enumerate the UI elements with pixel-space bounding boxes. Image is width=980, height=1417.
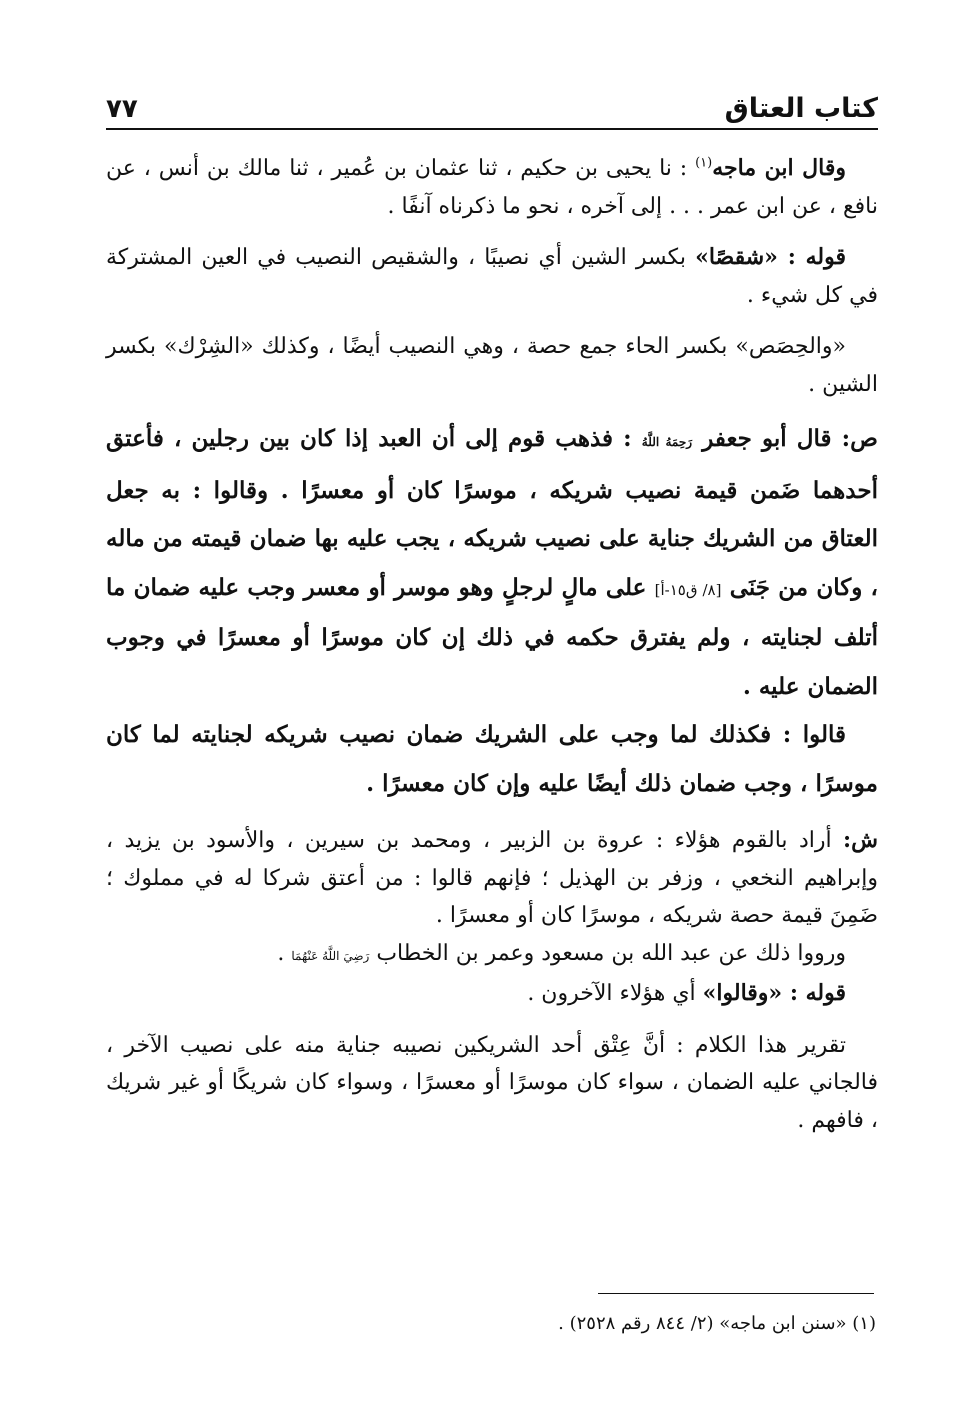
honorific-mark: رَضِيَ اللَّهُ عَنْهُمَا	[291, 948, 370, 963]
paragraph-hisas	[106, 328, 878, 403]
paragraph-matn-sad	[106, 415, 878, 711]
paragraph-text: قالوا : فكذلك لما وجب على الشريك ضمان نصيب شريكه لجنايته لما كان موسرًا ، وجب ضمان ذلك أيضًا عليه وإن كان معسرًا .	[106, 721, 878, 797]
paragraph-text: : نا يحيى بن حكيم ، ثنا عثمان بن عُمير ، ثنا مالك بن أنس ، عن نافع ، عن ابن عمر . . . إلى آخره ، نحو ما ذكرناه آنفًا .	[106, 156, 878, 219]
paragraph-lead: قوله : «شقصًا»	[695, 244, 846, 270]
paragraph-narration	[106, 935, 878, 976]
matn-opening: ص: قال أبو جعفر	[702, 425, 878, 452]
paragraph-lead: قوله : «وقالوا»	[702, 980, 846, 1006]
paragraph-lead: وقال ابن ماجه	[712, 155, 847, 181]
paragraph-text: أراد بالقوم هؤلاء : عروة بن الزبير ، ومحمد بن سيرين ، والأسود بن يزيد ، وإبراهيم النخعي ، وزفر بن الهذيل ؛ فإنهم قالوا : من أعتق شركا له في مملوك ؛ ضَمِنَ قيمة حصة شريكه ، موسرًا كان أو معسرًا .	[106, 828, 878, 928]
page-number: ٧٧	[106, 94, 138, 124]
footnote: (١) «سنن ابن ماجه» (٢/ ٨٤٤ رقم ٢٥٢٨) .	[558, 1313, 876, 1334]
paragraph-text: أي هؤلاء الآخرون .	[527, 981, 696, 1006]
paragraph-wa-qalu	[106, 975, 878, 1013]
matn-text: : فذهب قوم إلى أن العبد إذا كان بين رجلين ، فأعتق أحدهما ضَمن قيمة نصيب شريكه ، موسرًا كان أو معسرًا . وقالوا : به جعل العتاق من الشريك جناية على نصيب شريكه ، يجب عليه بها ضمان قيمته من ماله ، وكان من جَنَى	[106, 425, 878, 601]
paragraph-matn-qalu	[106, 711, 878, 808]
sharh-marker: ش:	[843, 827, 878, 853]
page-body	[106, 150, 878, 1139]
paragraph-text: ورووا ذلك عن عبد الله بن مسعود وعمر بن الخطاب	[376, 940, 846, 966]
footnote-ref: (١)	[695, 155, 713, 171]
paragraph-text: تقرير هذا الكلام : أنَّ عِتْق أحد الشريكين نصيبه جناية منه على نصيب الآخر ، فالجاني عليه الضمان ، سواء كان موسرًا أو معسرًا ، وسواء كان شريكًا أو غير شريك ، فافهم .	[106, 1032, 878, 1133]
page-header	[106, 86, 878, 130]
paragraph-ibn-majah	[106, 150, 878, 225]
footnote-divider	[598, 1293, 874, 1294]
honorific-mark: رَحِمَهُ اللَّهُ	[641, 435, 693, 449]
paragraph-shiqs	[106, 239, 878, 314]
matn-text-continued: على مالٍ لرجلٍ وهو موسر أو معسر وجب عليه ضمان ما أتلف لجنايته ، ولم يفترق حكمه في ذلك إن كان موسرًا أو معسرًا في وجوب الضمان عليه .	[106, 573, 878, 700]
paragraph-taqrir	[106, 1027, 878, 1140]
manuscript-folio-note: [٨/ ق١٥-أ]	[654, 580, 722, 599]
book-title: كتاب العتاق	[724, 93, 878, 124]
paragraph-text: «والحِصَص» بكسر الحاء جمع حصة ، وهي النصيب أيضًا ، وكذلك «الشِرْك» بكسر الشين .	[106, 334, 878, 397]
paragraph-end: .	[277, 940, 285, 966]
paragraph-sharh-shin	[106, 822, 878, 935]
paragraph-text: بكسر الشين أي نصيبًا ، والشقيص النصيب في العين المشتركة في كل شيء .	[106, 245, 878, 308]
